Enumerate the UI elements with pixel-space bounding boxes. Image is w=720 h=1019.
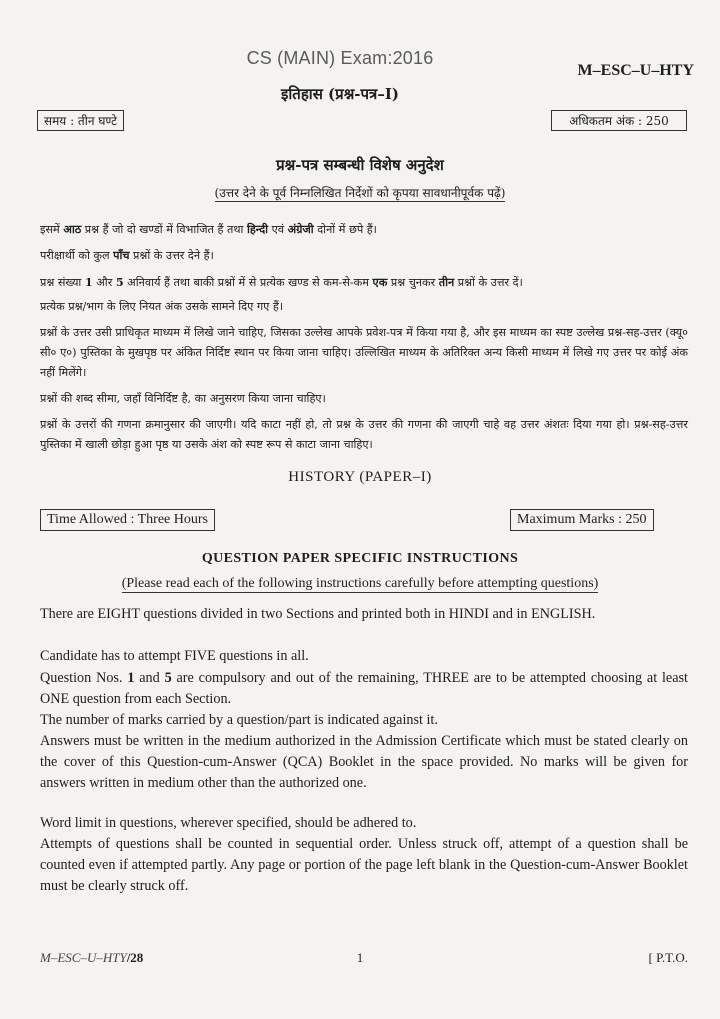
instructions-heading-hindi: प्रश्न-पत्र सम्बन्धी विशेष अनुदेश bbox=[276, 156, 444, 174]
english-instruction-5: Answers must be written in the medium authorized in the Admission Certificate which must be stated clearly on the cover of this Question-cum-Answer (QCA) Booklet in the space provided. No marks will be given for answers written in medium other than the authorized one. bbox=[40, 733, 688, 791]
page-number: 1 bbox=[356, 950, 364, 965]
english-instruction-3: Question Nos. 1 and 5 are compulsory and out of the remaining, THREE are to be attempted choosing at least ONE question from each Section. bbox=[40, 670, 688, 707]
pto-label: [ P.T.O. bbox=[648, 950, 688, 965]
english-instruction-7: Attempts of questions shall be counted in sequential order. Unless struck off, attempt of a question shall be counted even if attempted partly. Any page or portion of the page left blank in the Question-cum-Answer Booklet must be clearly struck off. bbox=[40, 836, 688, 894]
hindi-instruction-2: परीक्षार्थी को कुल पाँच प्रश्नों के उत्तर देने हैं। bbox=[40, 248, 214, 262]
exam-title: CS (MAIN) Exam:2016 bbox=[246, 48, 434, 68]
hindi-instruction-7: प्रश्नों के उत्तरों की गणना क्रमानुसार की जाएगी। यदि काटा नहीं हो, तो प्रश्न के उत्तर की गणना की जाएगी चाहे वह उत्तर अंशतः दिया गया हो। प्रश्न-सह-उत्तर पुस्तिका में खाली छोड़ा हुआ पृष्ठ या उसके अंश को स्पष्ट रूप से काटा जाना चाहिए। bbox=[40, 418, 688, 451]
english-instruction-2: Candidate has to attempt FIVE questions in all. bbox=[40, 648, 309, 664]
footer-paper-code: M–ESC–U–HTY/28 bbox=[40, 950, 144, 965]
max-marks-hindi-box: अधिकतम अंक : 250 bbox=[551, 110, 687, 131]
hindi-instruction-3: प्रश्न संख्या 1 और 5 अनिवार्य हैं तथा बाकी प्रश्नों में से प्रत्येक खण्ड से कम-से-कम एक प्रश्न चुनकर तीन प्रश्नों के उत्तर दें। bbox=[40, 275, 523, 289]
english-instruction-1: There are EIGHT questions divided in two Sections and printed both in HINDI and in ENGLISH. bbox=[40, 606, 596, 622]
paper-code: M–ESC–U–HTY bbox=[577, 62, 694, 79]
instructions-heading-english: QUESTION PAPER SPECIFIC INSTRUCTIONS bbox=[201, 551, 519, 566]
time-allowed-english-box: Time Allowed : Three Hours bbox=[40, 509, 215, 531]
subject-title-hindi: इतिहास (प्रश्न-पत्र–I) bbox=[281, 85, 399, 103]
max-marks-english-box: Maximum Marks : 250 bbox=[510, 509, 654, 531]
english-instruction-4: The number of marks carried by a question/part is indicated against it. bbox=[40, 712, 438, 728]
hindi-instruction-1: इसमें आठ प्रश्न हैं जो दो खण्डों में विभाजित हैं तथा हिन्दी एवं अंग्रेजी दोनों में छपे हैं। bbox=[40, 222, 377, 236]
instructions-subheading-hindi: (उत्तर देने के पूर्व निम्नलिखित निर्देशों को कृपया सावधानीपूर्वक पढ़ें) bbox=[214, 186, 506, 200]
subject-title-english: HISTORY (PAPER–I) bbox=[288, 469, 432, 485]
english-instruction-6: Word limit in questions, wherever specified, should be adhered to. bbox=[40, 815, 417, 831]
instructions-subheading-english: (Please read each of the following instructions carefully before attempting questions) bbox=[121, 576, 599, 591]
hindi-instruction-6: प्रश्नों की शब्द सीमा, जहाँ विनिर्दिष्ट है, का अनुसरण किया जाना चाहिए। bbox=[40, 392, 326, 405]
time-allowed-hindi-box: समय : तीन घण्टे bbox=[37, 110, 124, 131]
hindi-instruction-4: प्रत्येक प्रश्न/भाग के लिए नियत अंक उसके सामने दिए गए हैं। bbox=[40, 300, 284, 313]
hindi-instruction-5: प्रश्नों के उत्तर उसी प्राधिकृत माध्यम में लिखे जाने चाहिए, जिसका उल्लेख आपके प्रवेश-पत्र में किया गया है, और इस माध्यम का स्पष्ट उल्लेख प्रश्न-सह-उत्तर (क्यू० सी० ए०) पुस्तिका के मुखपृष्ठ पर अंकित निर्दिष्ट स्थान पर किया जाना चाहिए। उल्लिखित माध्यम के अतिरिक्त अन्य किसी माध्यम में लिखे गए उत्तर पर कोई अंक नहीं मिलेंगे। bbox=[40, 326, 688, 379]
